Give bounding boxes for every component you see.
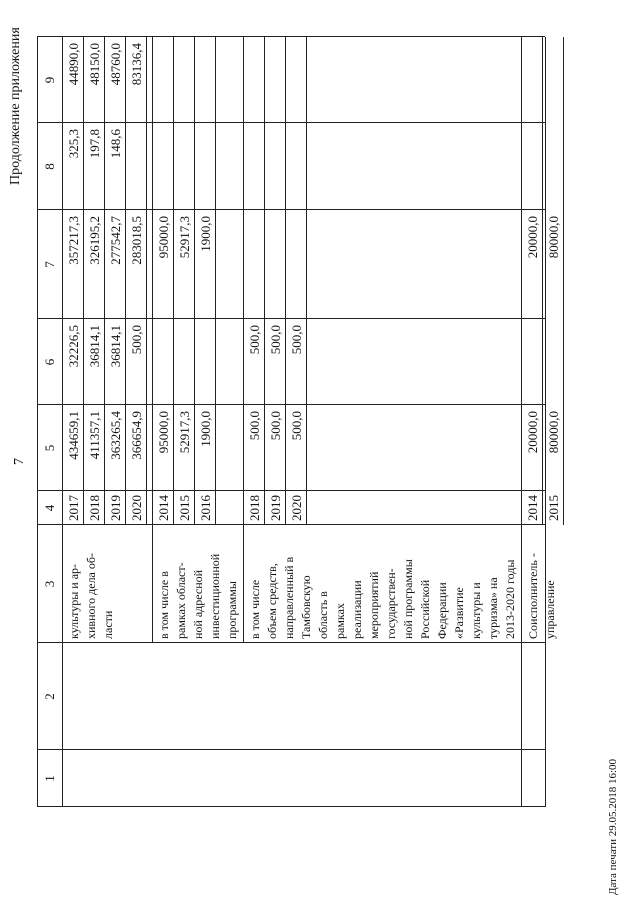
block1-c6: 36814,1 xyxy=(87,325,102,368)
block1-c7: 357217,3 xyxy=(66,216,81,265)
block3_text-line: Российской xyxy=(418,579,432,639)
table-right xyxy=(37,36,545,37)
block3_text-line: мероприятий xyxy=(367,571,381,639)
block3_text-line: государствен- xyxy=(384,568,398,639)
block2-c5: 95000,0 xyxy=(156,411,171,454)
block3_text-line: в том числе xyxy=(248,579,262,639)
block2-year: 2016 xyxy=(198,495,213,521)
block3_text-line: область в xyxy=(316,591,330,639)
block1-c5: 366654,9 xyxy=(129,411,144,460)
block1-year: 2018 xyxy=(87,495,102,521)
block1_text-line: хивного дела об- xyxy=(84,553,98,639)
block3_text-line: 2013-2020 годы xyxy=(503,559,517,639)
block1-c9: 44890,0 xyxy=(66,43,81,86)
block2-c5: 52917,3 xyxy=(177,411,192,454)
block3-c6: 500,0 xyxy=(247,325,262,355)
col-header-4: 4 xyxy=(42,504,57,512)
column-separator-2 xyxy=(37,642,545,643)
block3-c6: 500,0 xyxy=(268,325,283,355)
block1-c7: 326195,2 xyxy=(87,216,102,265)
block2-year: 2014 xyxy=(156,495,171,521)
block3_text-line: направленный в xyxy=(282,556,296,639)
block1-c9: 48760,0 xyxy=(108,43,123,86)
block3_text-line: Тамбовскую xyxy=(299,575,313,639)
block4-row-line xyxy=(542,37,543,525)
block3-c6: 500,0 xyxy=(289,325,304,355)
block2-year: 2015 xyxy=(177,495,192,521)
block1-c9: 83136,4 xyxy=(129,43,144,86)
block-sep-3 xyxy=(521,37,522,807)
block4-row-line xyxy=(563,37,564,525)
col-header-2: 2 xyxy=(42,693,57,700)
block1-row-line xyxy=(146,37,147,525)
block1-c7: 277542,7 xyxy=(108,216,123,265)
block1-row-line xyxy=(83,37,84,525)
block1_text-line: культуры и ар- xyxy=(67,563,81,639)
block3_text-line: объем средств, xyxy=(265,563,279,639)
block-sep-2 xyxy=(243,37,244,643)
page-number: 7 xyxy=(12,458,27,465)
block2-c7: 95000,0 xyxy=(156,216,171,259)
block2-c7: 1900,0 xyxy=(198,216,213,252)
col-header-5: 5 xyxy=(42,444,57,452)
block4-c5: 20000,0 xyxy=(525,411,540,454)
block1-c5: 411357,1 xyxy=(87,411,102,460)
block3_text-line: ной программы xyxy=(401,559,415,639)
block1-c9: 48150,0 xyxy=(87,43,102,86)
header-separator xyxy=(62,37,63,807)
block2_text-line: инвестиционной xyxy=(208,553,222,639)
block4_text-line: Соисполнитель - xyxy=(526,553,540,639)
block4-year: 2014 xyxy=(525,495,540,521)
block3-c5: 500,0 xyxy=(247,411,262,441)
block3-c5: 500,0 xyxy=(268,411,283,441)
block4-year: 2015 xyxy=(546,495,561,521)
block3-row-line xyxy=(285,37,286,525)
block3-row-line xyxy=(306,37,307,525)
block3-year: 2018 xyxy=(247,495,262,521)
block3_text-line: Федерации xyxy=(435,582,449,639)
block1-c5: 434659,1 xyxy=(66,411,81,460)
col-header-7: 7 xyxy=(42,261,57,268)
block-sep-1 xyxy=(152,37,153,643)
table-left xyxy=(37,806,545,807)
block1-c5: 363265,4 xyxy=(108,411,123,460)
block2_text-line: в том числе в xyxy=(157,571,171,639)
block1-row-line xyxy=(104,37,105,525)
col-header-1: 1 xyxy=(42,775,57,782)
block2_text-line: ной адресной xyxy=(191,569,205,639)
block1-c8: 148,6 xyxy=(108,129,123,159)
col-header-9: 9 xyxy=(42,76,57,84)
col-header-6: 6 xyxy=(42,358,57,366)
block1-c7: 283018,5 xyxy=(129,216,144,265)
column-separator-1 xyxy=(37,749,545,750)
block1-year: 2020 xyxy=(129,495,144,521)
block3_text-line: «Развитие xyxy=(452,587,466,639)
col-header-3: 3 xyxy=(42,580,57,588)
block1-year: 2017 xyxy=(66,495,81,521)
block2_text-line: программы xyxy=(225,581,239,639)
block4_text-line: управление xyxy=(543,580,557,639)
block4-c7: 20000,0 xyxy=(525,216,540,259)
col-header-8: 8 xyxy=(42,163,57,170)
block2-c5: 1900,0 xyxy=(198,411,213,447)
block1-c6: 500,0 xyxy=(129,325,144,355)
block1-c8: 197,8 xyxy=(87,129,102,159)
table-top xyxy=(37,37,38,807)
block4-c5: 80000,0 xyxy=(546,411,561,454)
block3_text-line: культуры и xyxy=(469,582,483,639)
block3_text-line: туризма» на xyxy=(486,577,500,639)
block3-year: 2019 xyxy=(268,495,283,521)
block2-c7: 52917,3 xyxy=(177,216,192,259)
block1-c8: 325,3 xyxy=(66,129,81,159)
block1-c6: 32226,5 xyxy=(66,325,81,368)
block2-row-line xyxy=(194,37,195,525)
block3_text-line: реализации xyxy=(350,580,364,639)
block2-row-line xyxy=(215,37,216,525)
block3-c5: 500,0 xyxy=(289,411,304,441)
block3_text-line: рамках xyxy=(333,603,347,639)
block3-year: 2020 xyxy=(289,495,304,521)
block1-row-line xyxy=(125,37,126,525)
block1_text-line: ласти xyxy=(101,610,115,639)
block1-c6: 36814,1 xyxy=(108,325,123,368)
block2_text-line: рамках област- xyxy=(174,562,188,639)
block2-row-line xyxy=(173,37,174,525)
print-date: Дата печати 29.05.2018 16:00 xyxy=(607,758,619,895)
block1-year: 2019 xyxy=(108,495,123,521)
continuation-label: Продолжение приложения xyxy=(8,27,23,185)
block3-row-line xyxy=(264,37,265,525)
block4-c7: 80000,0 xyxy=(546,216,561,259)
